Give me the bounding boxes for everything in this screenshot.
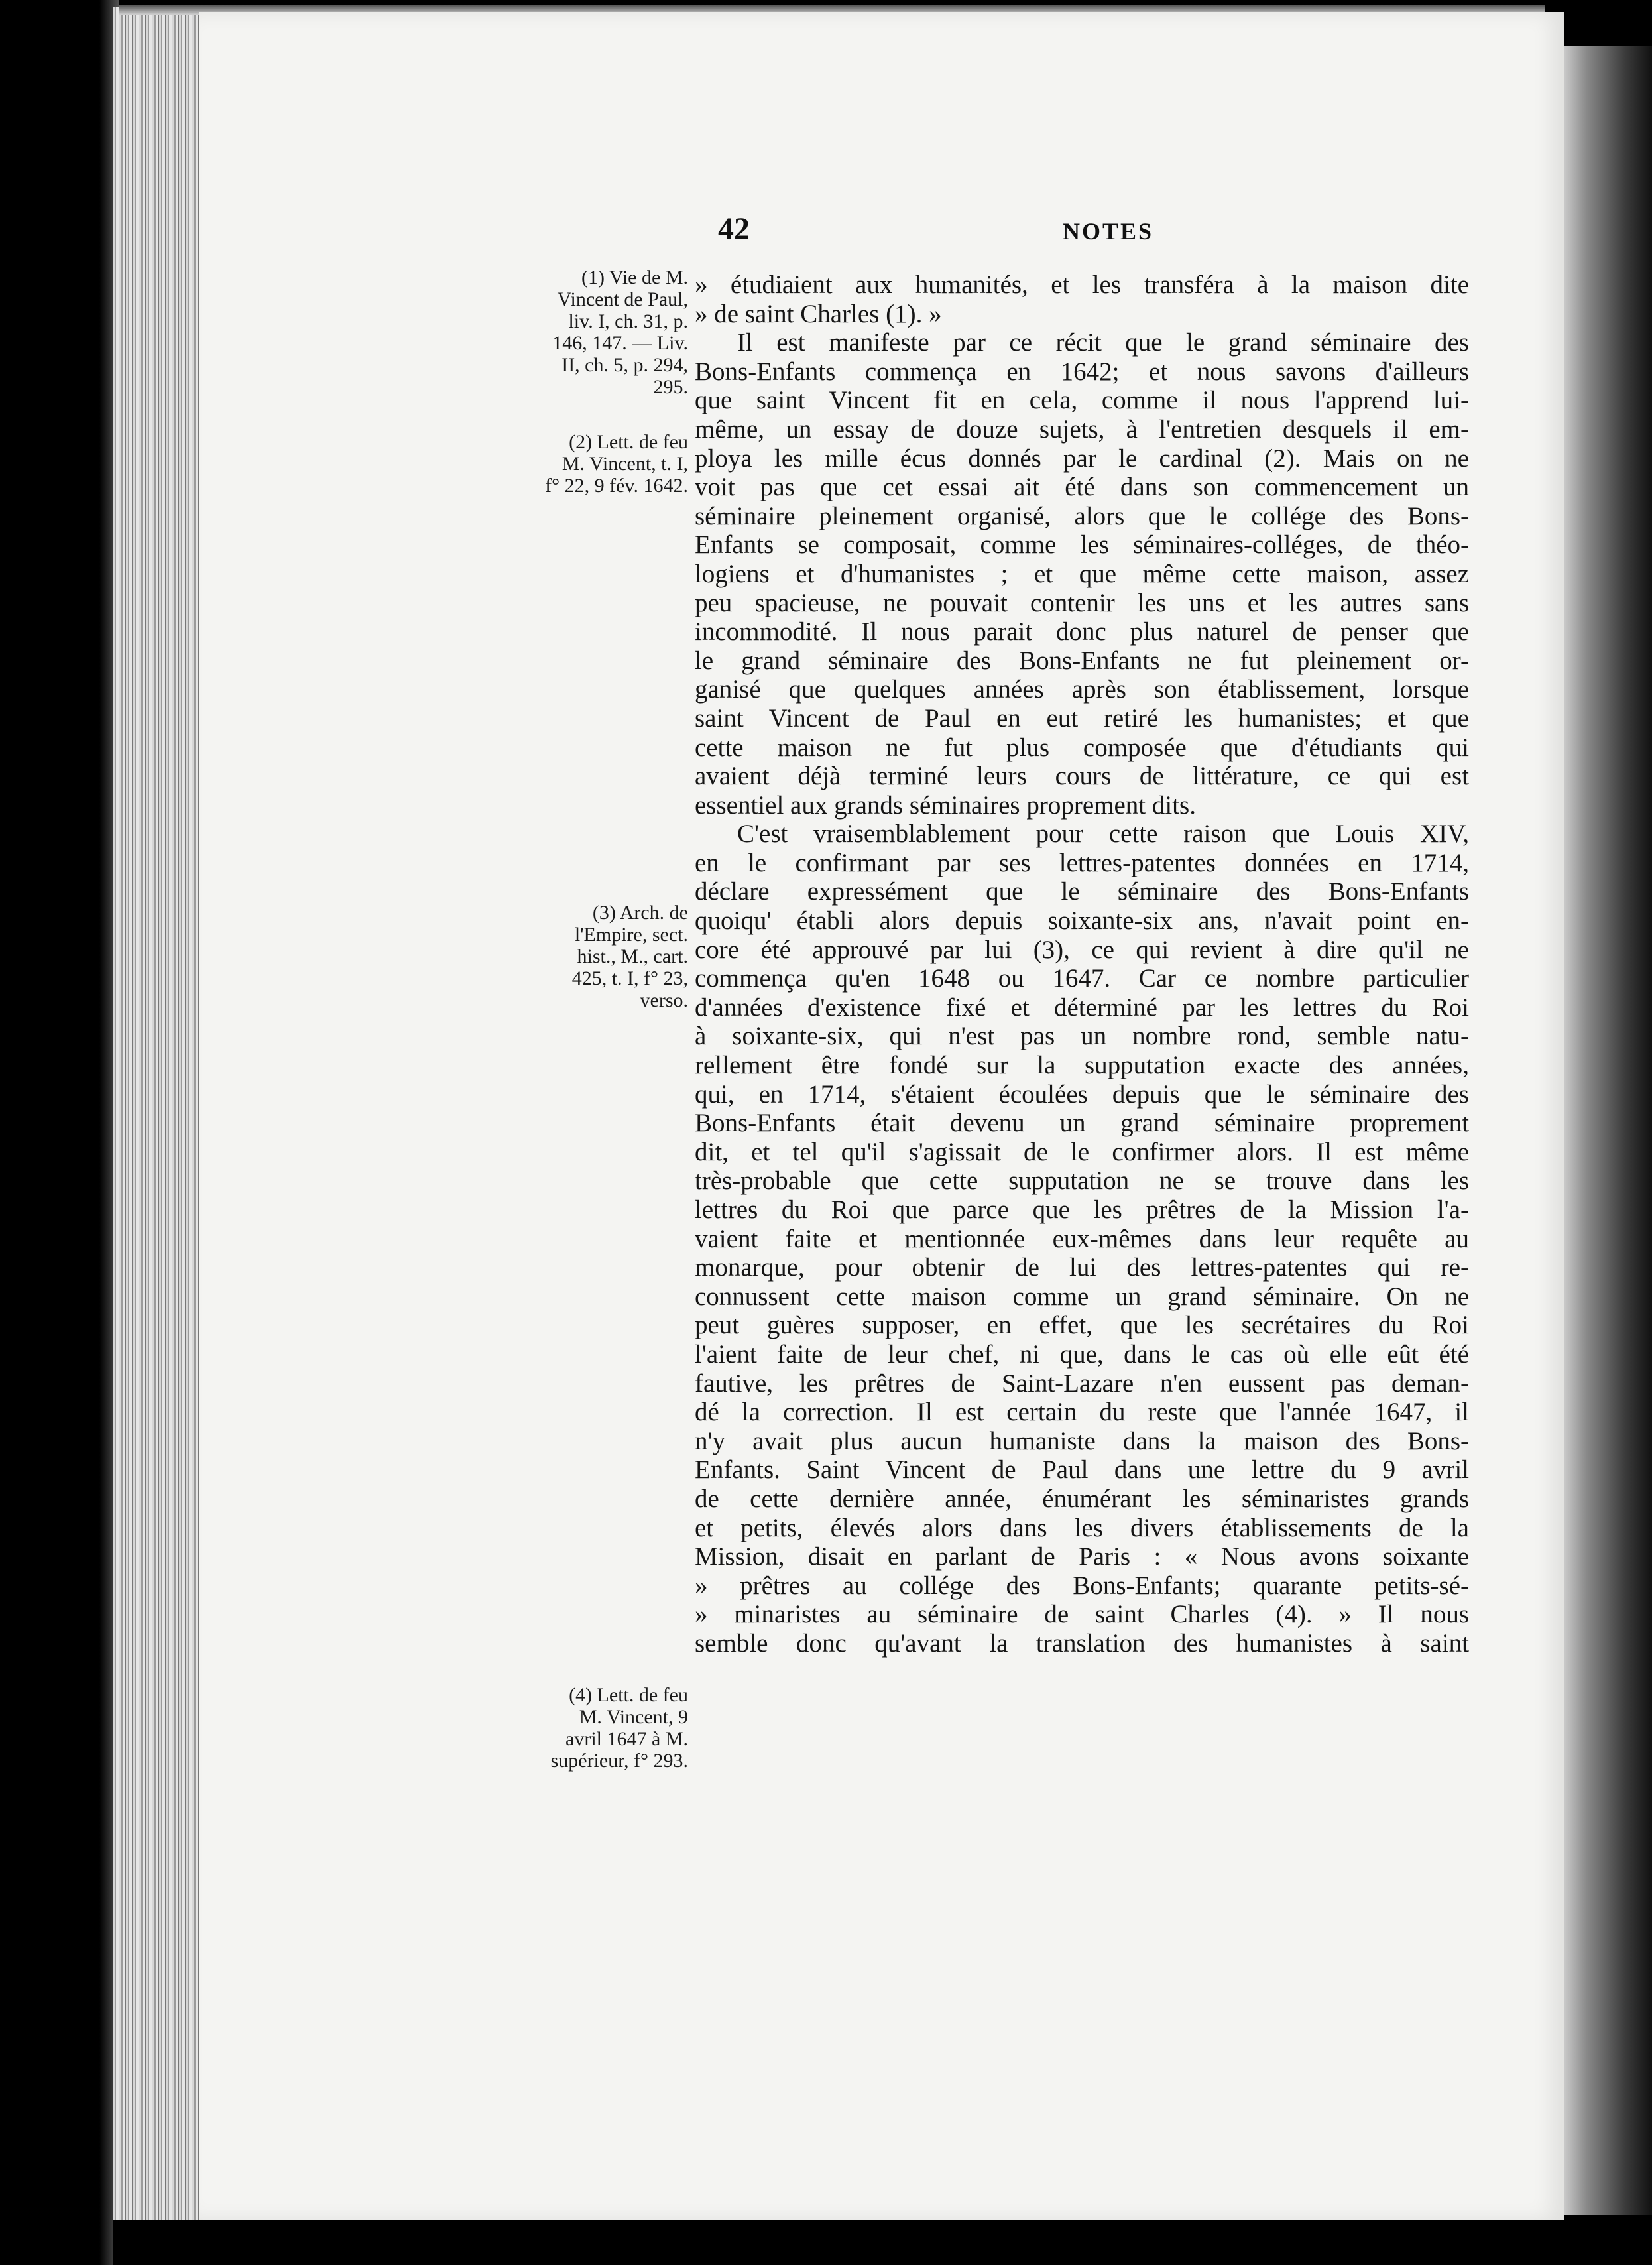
text-line: core été approuvé par lui (3), ce qui revient à dire qu'il ne	[695, 935, 1469, 964]
side-note-line: f° 22, 9 fév. 1642.	[545, 475, 688, 497]
facing-page-edge	[1564, 46, 1652, 2215]
text-line: très-probable que cette supputation ne se trouve dans les	[695, 1166, 1469, 1195]
side-note-line: liv. I, ch. 31, p.	[568, 310, 688, 332]
side-note-line: 425, t. I, f° 23,	[571, 967, 688, 989]
page-stack-edges	[113, 7, 206, 2221]
text-line: peu spacieuse, ne pouvait contenir les uns et les autres sans	[695, 588, 1469, 617]
side-note-line: (4) Lett. de feu	[569, 1684, 688, 1706]
side-note-line: avril 1647 à M.	[565, 1728, 688, 1750]
text-line: fautive, les prêtres de Saint-Lazare n'en eussent pas deman-	[695, 1369, 1469, 1398]
text-line: » étudiaient aux humanités, et les transféra à la maison dite	[695, 271, 1469, 299]
text-line: monarque, pour obtenir de lui des lettres-patentes qui re-	[695, 1253, 1469, 1282]
text-line: l'aient faite de leur chef, ni que, dans le cas où elle eût été	[695, 1339, 1469, 1369]
text-line: semble donc qu'avant la translation des humanistes à saint	[695, 1628, 1469, 1658]
side-note-line: 295.	[653, 376, 688, 398]
text-line: Il est manifeste par ce récit que le grand séminaire des	[737, 328, 1469, 357]
text-line: de cette dernière année, énumérant les séminaristes grands	[695, 1484, 1469, 1513]
text-line: ploya les mille écus donnés par le cardinal (2). Mais on ne	[695, 444, 1469, 473]
text-line: d'années d'existence fixé et déterminé par les lettres du Roi	[695, 993, 1469, 1022]
text-line: peut guères supposer, en effet, que les secrétaires du Roi	[695, 1311, 1469, 1340]
side-note-line: verso.	[640, 989, 688, 1011]
text-line: à soixante-six, qui n'est pas un nombre rond, semble natu-	[695, 1022, 1469, 1051]
page-header	[718, 211, 1467, 251]
side-note-line: II, ch. 5, p. 294,	[561, 354, 688, 376]
text-line: Bons-Enfants commença en 1642; et nous savons d'ailleurs	[695, 357, 1469, 386]
text-line: Bons-Enfants était devenu un grand séminaire proprement	[695, 1109, 1469, 1138]
side-note-3	[479, 902, 688, 1011]
text-line: avaient déjà terminé leurs cours de littérature, ce qui est	[695, 762, 1469, 791]
text-line: dé la correction. Il est certain du reste que l'année 1647, il	[695, 1398, 1469, 1427]
side-note-line: M. Vincent, 9	[579, 1706, 688, 1728]
text-line: le grand séminaire des Bons-Enfants ne fut pleinement or-	[695, 646, 1469, 675]
text-line: commença qu'en 1648 ou 1647. Car ce nombre particulier	[695, 964, 1469, 993]
text-line: en le confirmant par ses lettres-patentes données en 1714,	[695, 848, 1469, 877]
text-line: logiens et d'humanistes ; et que même cette maison, assez	[695, 559, 1469, 588]
text-line: cette maison ne fut plus composée que d'étudiants qui	[695, 733, 1469, 762]
side-note-line: hist., M., cart.	[577, 946, 688, 967]
text-line: lettres du Roi que parce que les prêtres de la Mission l'a-	[695, 1195, 1469, 1224]
side-note-line: l'Empire, sect.	[574, 924, 688, 946]
text-line: que saint Vincent fit en cela, comme il nous l'apprend lui-	[695, 386, 1469, 415]
text-line: incommodité. Il nous parait donc plus naturel de penser que	[695, 617, 1469, 646]
side-note-line: Vincent de Paul,	[557, 288, 688, 310]
text-line: Mission, disait en parlant de Paris : « Nous avons soixante	[695, 1542, 1469, 1571]
text-line: Enfants se composait, comme les séminaires-colléges, de théo-	[695, 530, 1469, 560]
side-note-line: supérieur, f° 293.	[550, 1750, 688, 1772]
text-line: connussent cette maison comme un grand séminaire. On ne	[695, 1282, 1469, 1311]
side-note-line: (1) Vie de M.	[581, 267, 688, 288]
text-line: et petits, élevés alors dans les divers établissements de la	[695, 1513, 1469, 1542]
side-note-line: (2) Lett. de feu	[569, 431, 688, 453]
text-line: qui, en 1714, s'étaient écoulées depuis que le séminaire des	[695, 1079, 1469, 1109]
text-line: rellement être fondé sur la supputation exacte des années,	[695, 1051, 1469, 1080]
text-line: » de saint Charles (1). »	[695, 299, 942, 328]
text-line: essentiel aux grands séminaires proprement dits.	[695, 790, 1196, 820]
text-line: n'y avait plus aucun humaniste dans la maison des Bons-	[695, 1426, 1469, 1455]
text-line: C'est vraisemblablement pour cette raison que Louis XIV,	[737, 820, 1469, 849]
text-line: » minaristes au séminaire de saint Charles (4). » Il nous	[695, 1600, 1469, 1629]
side-note-line: (3) Arch. de	[592, 902, 688, 924]
side-note-2	[479, 431, 688, 497]
text-line: ganisé que quelques années après son établissement, lorsque	[695, 675, 1469, 704]
text-line: même, un essay de douze sujets, à l'entretien desquels il em-	[695, 414, 1469, 444]
text-line: dit, et tel qu'il s'agissait de le confirmer alors. Il est même	[695, 1137, 1469, 1166]
side-note-4	[479, 1684, 688, 1772]
text-line: quoiqu' établi alors depuis soixante-six ans, n'avait point en-	[695, 906, 1469, 936]
text-line: » prêtres au collége des Bons-Enfants; quarante petits-sé-	[695, 1571, 1469, 1600]
text-line: vaient faite et mentionnée eux-mêmes dans leur requête au	[695, 1224, 1469, 1253]
text-line: Enfants. Saint Vincent de Paul dans une lettre du 9 avril	[695, 1455, 1469, 1485]
running-head: NOTES	[1063, 218, 1154, 245]
text-line: voit pas que cet essai ait été dans son commencement un	[695, 473, 1469, 502]
side-note-1	[479, 267, 688, 398]
page-number: 42	[718, 212, 750, 247]
side-note-line: M. Vincent, t. I,	[561, 453, 688, 475]
text-line: saint Vincent de Paul en eut retiré les humanistes; et que	[695, 704, 1469, 733]
text-line: séminaire pleinement organisé, alors que le collége des Bons-	[695, 501, 1469, 530]
side-note-line: 146, 147. — Liv.	[552, 332, 688, 354]
bottom-shadow	[113, 2220, 1564, 2265]
text-line: déclare expressément que le séminaire des Bons-Enfants	[695, 877, 1469, 906]
body-text	[695, 271, 1469, 1658]
